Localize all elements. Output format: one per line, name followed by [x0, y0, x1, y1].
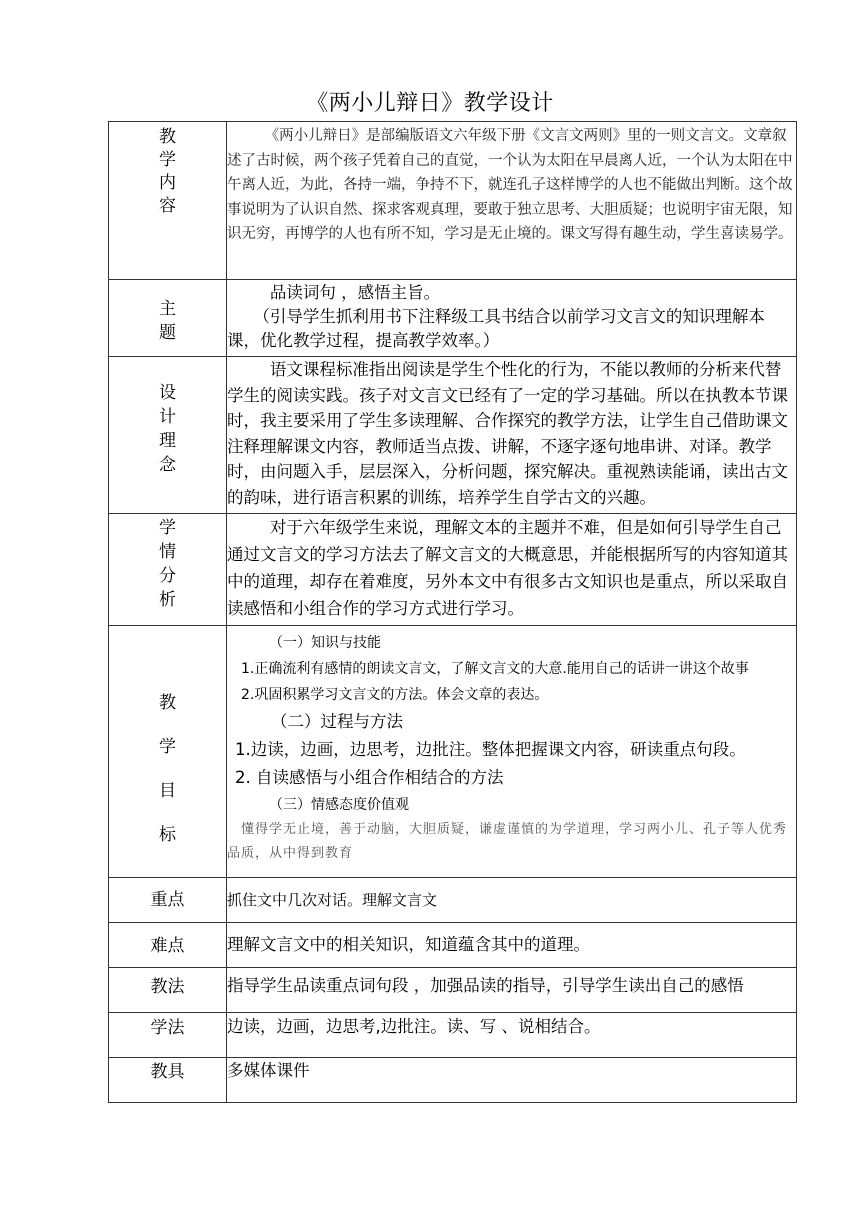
row-content-theme: [227, 280, 797, 357]
table-row: [109, 626, 797, 878]
label-char: 题: [159, 323, 176, 343]
table-row: [109, 122, 797, 280]
label-char: 情: [159, 542, 176, 562]
difficulty-label: 难点: [150, 936, 185, 956]
row-content-method: [227, 968, 797, 1013]
page-title: 《两小儿辩日》教学设计: [306, 91, 554, 116]
row-content-key: [227, 878, 797, 923]
label-char: 学: [159, 150, 176, 170]
content-text: 《两小儿辩日》是部编版语文六年级下册《文言文两则》里的一则文言文。文章叙述了古时候，两个孩子凭着自己的直觉，一个认为太阳在早晨离人近，一个认为太阳在中午离人近，为此，各持一端，争持不下，就连孔子这样博学的人也不能做出判断。这个故事说明为了认识自然、探求客观真理，要敢于独立思考、大胆质疑；也说明宇宙无限，知识无穷，再博学的人也有所不知，学习是无止境的。课文写得有趣生动，学生喜读易学。: [227, 128, 793, 242]
tools-label: 教具: [150, 1062, 185, 1082]
row-content-tools: [227, 1058, 797, 1103]
table-row: [109, 878, 797, 923]
key-text: 抓住文中几次对话。理解文言文: [227, 891, 438, 909]
goal-item: 1.边读，边画，边思考，边批注。整体把握课文内容，研读重点句段。: [235, 740, 746, 759]
row-content-goals: [227, 626, 797, 878]
method-label: 教法: [150, 977, 185, 997]
goal-item: 2.巩固积累学习文言文的方法。体会文章的表达。: [241, 687, 549, 703]
tools-text: 多媒体课件: [227, 1061, 310, 1080]
study-text: 边读，边画，边思考,边批注。读、写 、说相结合。: [227, 1017, 601, 1036]
label-char: 念: [159, 455, 176, 475]
label-char: 学: [159, 737, 176, 757]
row-label-analysis: [109, 514, 227, 626]
goal-item: 2. 自读感悟与小组合作相结合的方法: [235, 768, 504, 787]
goal-item: 懂得学无止境，善于动脑，大胆质疑，谦虚谨慎的为学道理，学习两小儿、孔子等人优秀品质，从中得到教育: [227, 822, 788, 861]
label-char: 内: [159, 173, 176, 193]
row-content-difficulty: [227, 923, 797, 968]
goal-heading-emotion: （三）情感态度价值观: [269, 797, 409, 813]
row-label-study: [109, 1013, 227, 1058]
row-content-study: [227, 1013, 797, 1058]
table-row: [109, 1058, 797, 1103]
row-label-theme: [109, 280, 227, 357]
label-char: 计: [159, 407, 176, 427]
row-label-goals: [109, 626, 227, 878]
difficulty-text: 理解文言文中的相关知识，知道蕴含其中的道理。: [227, 935, 590, 954]
goal-item: 1.正确流利有感情的朗读文言文，了解文言文的大意.能用自己的话讲一讲这个故事: [241, 661, 749, 677]
label-char: 设: [159, 383, 176, 403]
method-text: 指导学生品读重点词句段 ，加强品读的指导，引导学生读出自己的感悟: [227, 976, 744, 995]
label-char: 教: [159, 127, 176, 147]
theme-line-2: （引导学生抓利用书下注释级工具书结合以前学习文言文的知识理解本课，优化教学过程，提高教学效率。）: [227, 307, 765, 350]
label-char: 主: [159, 299, 176, 319]
label-char: 教: [159, 693, 176, 713]
row-content-design: [227, 357, 797, 514]
label-char: 析: [159, 590, 176, 610]
design-text: 语文课程标准指出阅读是学生个性化的行为，不能以教师的分析来代替学生的阅读实践。孩子对文言文已经有了一定的学习基础。所以在执教本节课时，我主要采用了学生多读理解、合作探究的教学方法，让学生自己借助课文注释理解课文内容，教师适当点拨、讲解，不逐字逐句地串讲、对译。教学时，由问题入手，层层深入，分析问题，探究解决。重视熟读能诵，读出古文的韵味，进行语言积累的训练，培养学生自学古文的兴趣。: [227, 360, 788, 507]
label-char: 容: [159, 196, 176, 216]
row-label-content: [109, 122, 227, 280]
row-label-key: [109, 878, 227, 923]
label-char: 学: [159, 518, 176, 538]
table-row: [109, 280, 797, 357]
goal-heading-process: （二）过程与方法: [271, 712, 403, 731]
row-content-analysis: [227, 514, 797, 626]
table-row: [109, 1013, 797, 1058]
analysis-text: 对于六年级学生来说，理解文本的主题并不难，但是如何引导学生自己通过文言文的学习方法去了解文言文的大概意思，并能根据所写的内容知道其中的道理，却存在着难度，另外本文中有很多古文知识也是重点，所以采取自读感悟和小组合作的学习方式进行学习。: [227, 518, 788, 618]
table-row: [109, 968, 797, 1013]
row-label-method: [109, 968, 227, 1013]
row-label-design: [109, 357, 227, 514]
key-label: 重点: [150, 890, 185, 910]
goal-heading-knowledge: （一）知识与技能: [269, 635, 381, 651]
label-char: 分: [159, 566, 176, 586]
study-label: 学法: [150, 1018, 185, 1038]
row-content-content: [227, 122, 797, 280]
label-char: 目: [159, 781, 176, 801]
table-row: [109, 514, 797, 626]
row-label-difficulty: [109, 923, 227, 968]
row-label-tools: [109, 1058, 227, 1103]
label-char: 理: [159, 431, 176, 451]
table-row: [109, 923, 797, 968]
lesson-plan-table: [108, 121, 797, 1103]
theme-line-1: 品读词句 ，感悟主旨。: [269, 283, 441, 302]
table-row: [109, 357, 797, 514]
label-char: 标: [159, 825, 176, 845]
